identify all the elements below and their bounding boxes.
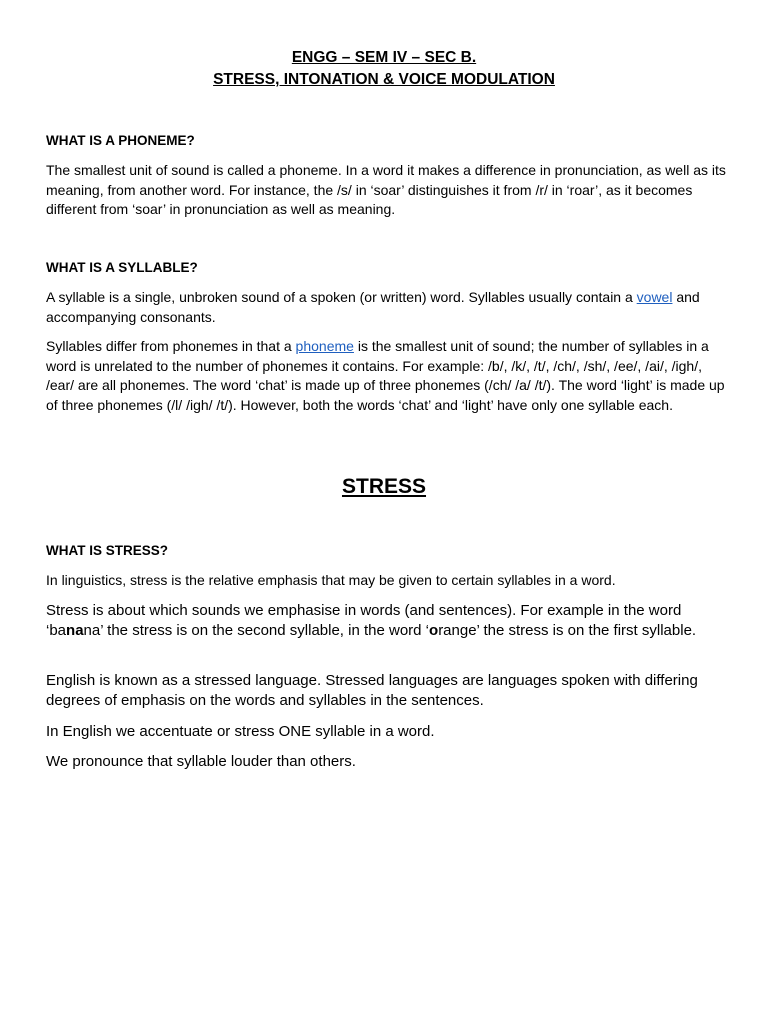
stress-p2-bold-na: na [66,622,84,639]
stress-p2-text-e: range’ the stress is on the first syllable. [438,622,697,639]
stress-heading: WHAT IS STRESS? [46,543,169,558]
phoneme-paragraph: The smallest unit of sound is called a phoneme. In a word it makes a difference in pronunciation, as well as its meaning, from another word. For instance, the /s/ in ‘soar’ distinguishes it from /r/ in ‘roar’, as it becomes different from ‘soar’ in pronunciation as well as meaning. [46,162,726,217]
stress-paragraph-5: We pronounce that syllable louder than others. [46,753,356,770]
syllable-p2-text-a: Syllables differ from phonemes in that a [46,338,296,354]
stress-paragraph-1: In linguistics, stress is the relative emphasis that may be given to certain syllables in a word. [46,572,616,588]
syllable-heading: WHAT IS A SYLLABLE? [46,260,198,275]
stress-paragraph-3: English is known as a stressed language. Stressed languages are languages spoken with differing degrees of emphasis on the words and syllables in the sentences. [46,672,698,709]
document-title-line2: STRESS, INTONATION & VOICE MODULATION [213,71,555,88]
syllable-paragraph-2 [46,337,726,415]
stress-p2-bold-o: o [429,622,439,639]
vowel-link[interactable]: vowel [636,289,673,305]
phoneme-heading: WHAT IS A PHONEME? [46,133,195,148]
phoneme-link[interactable]: phoneme [295,338,354,354]
stress-p2-text-c: na’ the stress is on the second syllable, in the word ‘ [83,622,430,639]
syllable-paragraph-1 [46,288,726,327]
syllable-p1-text-b: and accompanying consonants. [46,289,700,325]
syllable-p1-text-a: A syllable is a single, unbroken sound of a spoken (or written) word. Syllables usually contain a [46,289,637,305]
document-title-line1: ENGG – SEM IV – SEC B. [291,49,477,66]
stress-p2-text-a: Stress is about which sounds we emphasise in words (and sentences). For example in the word ‘ba [46,602,682,639]
stress-section-title: STRESS [341,475,427,498]
syllable-p2-text-b: is the smallest unit of sound; the number of syllables in a word is unrelated to the number of phonemes it contains. For example: /b/, /k/, /t/, /ch/, /sh/, /ee/, /ai/, /igh/, /ear/ are all phonemes. The word ‘chat’ is made up of three phonemes (/ch/ /a/ /t/). The word ‘light’ is made up of three phonemes (/l/ /igh/ /t/). However, both the words ‘chat’ and ‘light’ have only one syllable each. [46,338,725,413]
stress-paragraph-4: In English we accentuate or stress ONE syllable in a word. [46,723,435,740]
stress-paragraph-2 [46,601,726,641]
